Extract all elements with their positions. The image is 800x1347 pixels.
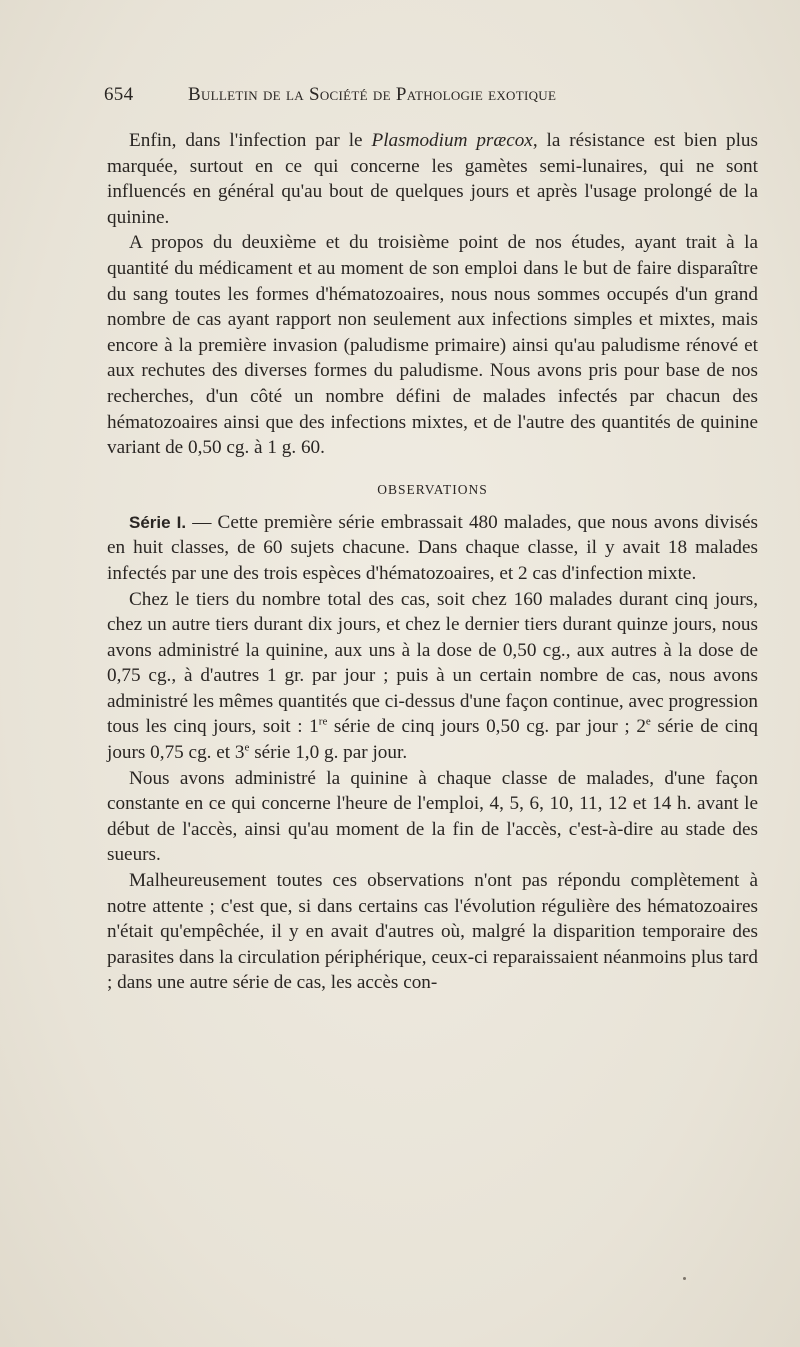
paragraph-text: Chez le tiers du nombre total des cas, soit chez 160 malades durant cinq jours, chez un autre tiers durant dix jours, et chez le dernier tiers durant quinze jours, nous avons administré la quinine, aux uns à la dose de 0,50 cg., aux autres à la dose de 0,75 cg., à d'autres 1 gr. par jour ; puis à un certain nombre de cas, nous avons administré les mêmes quantités que ci-dessus d'une façon continue, avec progression tous les cinq jours, soit : 1 — [107, 588, 758, 738]
running-head — [104, 84, 674, 110]
paragraph-study-points: A propos du deuxième et du troisième point de nos études, ayant trait à la quantité du médicament et au moment de son emploi dans le but de faire disparaître du sang toutes les formes d'hématozoaires, nous nous sommes occupés d'un grand nombre de cas ayant rapport non seulement aux infections simples et mixtes, mais encore à la première invasion (paludisme primaire) ainsi qu'au paludisme rénové et aux rechutes des diverses formes du paludisme. Nous avons pris pour base de nos recherches, d'un côté un nombre défini de malades infectés par chacun des hématozoaires ainsi que des infections mixtes, et de l'autre des quantités de quinine variant de 0,50 cg. à 1 g. 60. — [107, 232, 758, 459]
ordinal-suffix: e — [645, 716, 651, 729]
paragraph-praecox — [107, 128, 758, 230]
journal-title: Bulletin de la Société de Pathologie exotique — [188, 84, 557, 105]
paper-speck — [683, 1277, 686, 1280]
paragraph-dosage — [107, 587, 758, 766]
paragraph-text: série de cinq jours 0,75 cg. et 3 — [107, 716, 758, 764]
paragraph-text: série 1,0 g. par jour. — [249, 742, 408, 764]
paragraph-results: Malheureusement toutes ces observations n'ont pas répondu complètement à notre attente ; c'est que, si dans certains cas l'évolution régulière des hématozoaires n'était qu'empêchée, il y en avait d'autres où, malgré la disparition temporaire des parasites dans la circulation périphérique, ceux-ci reparaissaient néanmoins plus tard ; dans une autre série de cas, les accès con- — [107, 870, 758, 994]
ordinal-suffix: re — [318, 716, 328, 729]
paragraph-text: série de cinq jours 0,50 cg. par jour ; 2 — [327, 716, 646, 738]
page-number: 654 — [104, 84, 134, 105]
section-heading: OBSERVATIONS — [377, 481, 488, 497]
series-label: Série I. — [129, 512, 187, 532]
species-name: Plasmodium præcox — [371, 130, 533, 151]
paragraph-serie-1 — [107, 510, 758, 587]
ordinal-suffix: e — [244, 741, 250, 754]
paragraph-timing: Nous avons administré la quinine à chaque classe de malades, d'une façon constante en ce qui concerne l'heure de l'emploi, 4, 5, 6, 10, 11, 12 et 14 h. avant le début de l'accès, ainsi qu'au moment de la fin de l'accès, c'est-à-dire au stade des sueurs. — [107, 767, 758, 866]
paragraph-text: , la résistance est bien plus marquée, surtout en ce qui concerne les gamètes semi-lunaires, qui ne sont influencés en général qu'au bout de quelques jours et après l'usage prolongé de la quinine. — [107, 130, 758, 228]
paragraph-text: Enfin, dans l'infection par le — [129, 130, 372, 151]
body-text — [107, 128, 758, 996]
paragraph-text: — Cette première série embrassait 480 malades, que nous avons divisés en huit classes, de 60 sujets chacune. Dans chaque classe, il y avait 18 malades infectés par une des trois espèces d'hématozoaires, et 2 cas d'infection mixte. — [107, 511, 759, 584]
